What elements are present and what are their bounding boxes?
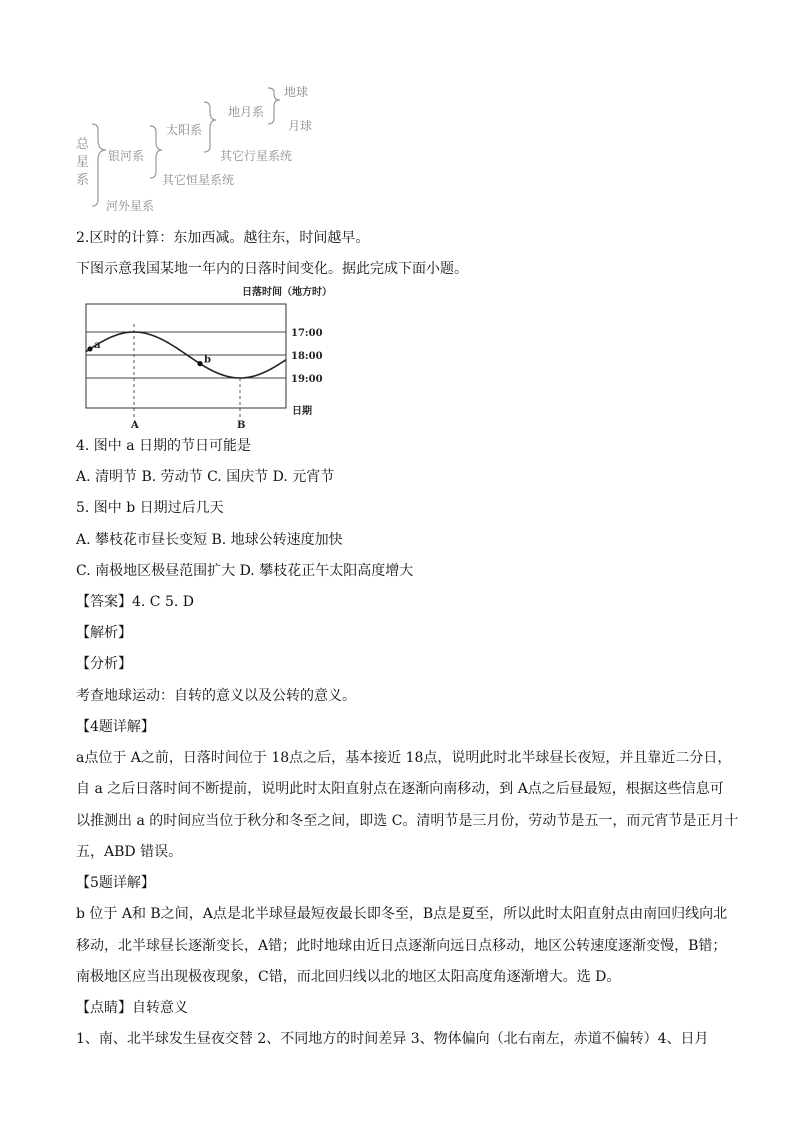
question-5: 5. 图中 b 日期过后几天 [76, 500, 224, 516]
question-4: 4. 图中 a 日期的节日可能是 [76, 438, 252, 454]
analysis-heading: 【解析】 [76, 625, 132, 641]
sunset-time-chart [80, 282, 380, 430]
x-tick-label: B [237, 420, 246, 430]
detail-5-line-3: 南极地区应当出现极夜现象，C错，而北回归线以北的地区太阳高度角逐渐增大。选 D。 [76, 969, 621, 985]
detail-4-line-2: 自 a 之后日落时间不断提前，说明此时太阳直射点在逐渐向南移动，到 A点之后昼最短，根据这些信息可 [76, 781, 724, 797]
dianjing-heading: 【点睛】自转意义 [76, 1000, 188, 1016]
detail-4-heading: 【4题详解】 [76, 719, 155, 735]
tree-earth: 地球 [284, 85, 309, 99]
x-tick-label: A [131, 420, 139, 430]
detail-5-line-2: 移动，北半球昼长逐渐变长，A错；此时地球由近日点逐渐向远日点移动，地区公转速度逐渐变慢，B错； [76, 938, 727, 954]
text-line-intro: 下图示意我国某地一年内的日落时间变化。据此完成下面小题。 [76, 261, 468, 277]
point-label-a: a [94, 339, 101, 351]
point-label-b: b [204, 354, 211, 366]
tree-moon: 月球 [288, 119, 313, 133]
text-line-zone-time: 2.区时的计算：东加西减。越往东，时间越早。 [76, 230, 370, 246]
brace-solar [204, 102, 216, 120]
galaxy-hierarchy-diagram [70, 80, 340, 220]
detail-4-line-4: 五，ABD 错误。 [76, 844, 183, 860]
tree-solar-system: 太阳系 [166, 123, 203, 137]
brace-root [92, 124, 106, 150]
detail-4-line-3: 以推测出 a 的时间应当位于秋分和冬至之间，即选 C。清明节是三月份，劳动节是五一，而元宵节是正月十 [76, 813, 739, 829]
last-line: 1、南、北半球发生昼夜交替 2、不同地方的时间差异 3、物体偏向（北右南左，赤道不偏转）4、日月 [76, 1031, 709, 1047]
chart-title: 日落时间（地方时） [242, 287, 332, 298]
tree-root-label: 总 [76, 137, 90, 152]
y-tick-label: 17:00 [291, 328, 323, 339]
brace-milky-way [150, 126, 162, 150]
tree-root-label-3: 系 [76, 173, 90, 188]
tree-other-stars: 其它恒星系统 [162, 173, 235, 187]
y-tick-label: 19:00 [291, 374, 323, 385]
point-a [87, 346, 92, 351]
brace-earth-moon [268, 88, 280, 100]
detail-5-heading: 【5题详解】 [76, 875, 155, 891]
tree-other-planets: 其它行星系统 [220, 149, 293, 163]
y-tick-label: 18:00 [291, 351, 323, 362]
tree-root-label-2: 星 [76, 155, 90, 170]
fenxi-heading: 【分析】 [76, 656, 132, 672]
question-4-options: A. 清明节 B. 劳动节 C. 国庆节 D. 元宵节 [76, 469, 335, 485]
x-axis-label: 日期 [292, 406, 312, 417]
tree-earth-moon: 地月系 [228, 105, 265, 119]
question-5-options-1: A. 攀枝花市昼长变短 B. 地球公转速度加快 [76, 532, 343, 548]
chart-frame [86, 304, 286, 408]
answer-line: 【答案】4. C 5. D [76, 594, 195, 610]
question-5-options-2: C. 南极地区极昼范围扩大 D. 攀枝花正午太阳高度增大 [76, 563, 414, 579]
detail-5-line-1: b 位于 A和 B之间，A点是北半球昼最短夜最长即冬至，B点是夏至，所以此时太阳直射点由南回归线向北 [76, 906, 728, 922]
tree-milky-way: 银河系 [108, 149, 145, 163]
tree-extragalactic: 河外星系 [106, 199, 155, 213]
point-b [197, 361, 202, 366]
topic-line: 考查地球运动：自转的意义以及公转的意义。 [76, 688, 356, 704]
detail-4-line-1: a点位于 A之前，日落时间位于 18点之后，基本接近 18点，说明此时北半球昼长夜短，并且靠近二分日， [76, 750, 732, 766]
